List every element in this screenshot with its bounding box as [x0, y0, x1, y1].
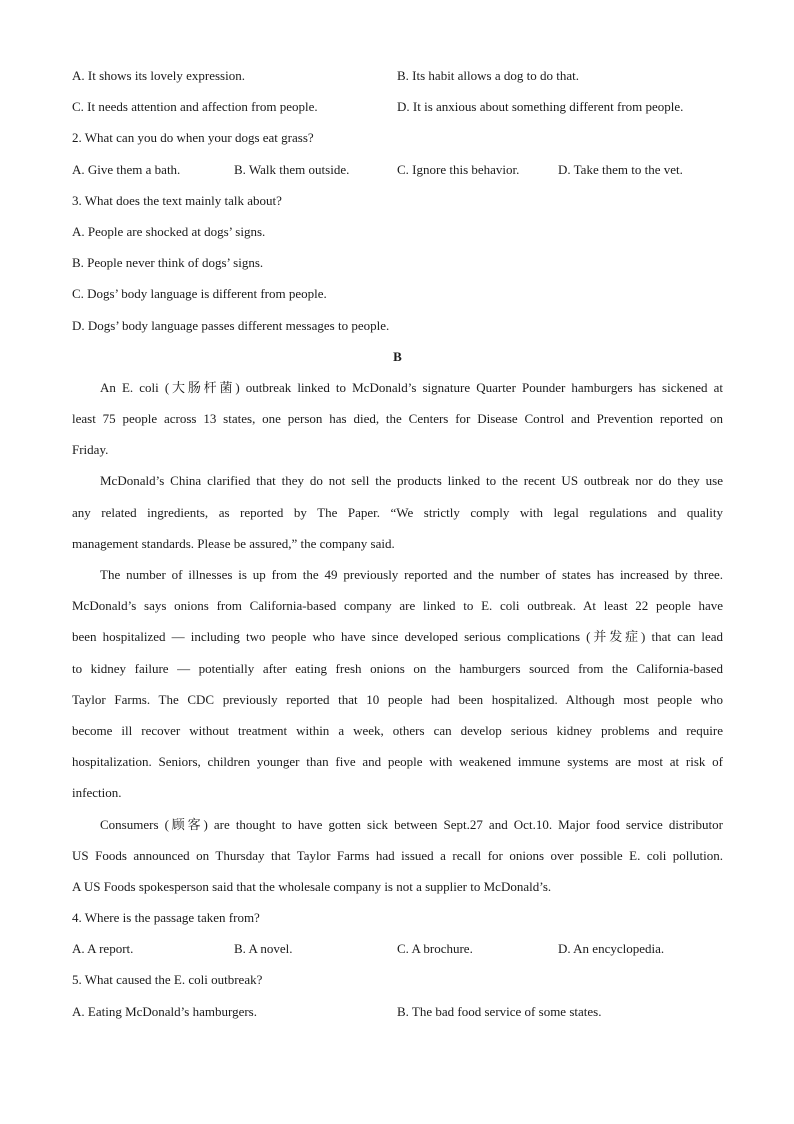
q3-option-b: B. People never think of dogs’ signs.	[72, 255, 264, 271]
paragraph-line: The number of illnesses is up from the 49 previously reported and the number of states has increased by three.	[100, 567, 723, 582]
paragraph-line: US Foods announced on Thursday that Taylor Farms had issued a recall for onions over possible E. coli pollution.	[72, 847, 723, 863]
paragraph-line: management standards. Please be assured,” the company said.	[72, 535, 395, 551]
q5-option-a: A. Eating McDonald’s hamburgers.	[72, 1003, 257, 1019]
q3-option-c: C. Dogs’ body language is different from people.	[72, 286, 327, 302]
q3-option-d: D. Dogs’ body language passes different messages to people.	[72, 317, 390, 333]
paragraph-line: Friday.	[72, 442, 109, 458]
paragraph-line: become ill recover without treatment within a week, others can develop serious kidney problems and require	[72, 722, 723, 738]
q2-option-d: D. Take them to the vet.	[558, 161, 683, 177]
q5-options	[72, 996, 723, 1027]
q1-option-d: D. It is anxious about something different from people.	[397, 99, 684, 115]
paragraph-line: Taylor Farms. The CDC previously reported that 10 people had been hospitalized. Although most people who	[72, 691, 723, 707]
q4-option-a: A. A report.	[72, 941, 134, 957]
paragraph-line: A US Foods spokesperson said that the wholesale company is not a supplier to McDonald’s.	[72, 878, 552, 894]
document-page	[72, 60, 723, 1027]
q1-option-a: A. It shows its lovely expression.	[72, 68, 245, 83]
paragraph-line: McDonald’s says onions from California-based company are linked to E. coli outbreak. At least 22 people have	[72, 598, 723, 614]
q5-question: 5. What caused the E. coli outbreak?	[72, 972, 263, 988]
section-title: B	[393, 348, 402, 364]
paragraph-line: Consumers (顾客) are thought to have gotten sick between Sept.27 and Oct.10. Major food service distributor	[100, 816, 723, 832]
q4-option-d: D. An encyclopedia.	[558, 941, 665, 957]
q1-options-row-2	[72, 91, 723, 122]
paragraph	[72, 465, 723, 559]
q4-option-c: C. A brochure.	[397, 941, 473, 957]
q4-options	[72, 933, 723, 964]
q2-question: 2. What can you do when your dogs eat grass?	[72, 130, 314, 146]
paragraph-line: to kidney failure — potentially after eating fresh onions on the hamburgers sourced from the California-based	[72, 660, 723, 676]
paragraph	[72, 559, 723, 809]
q2-options	[72, 154, 723, 185]
paragraph	[72, 809, 723, 903]
q3-option-a: A. People are shocked at dogs’ signs.	[72, 223, 266, 239]
q4-option-b: B. A novel.	[234, 941, 293, 957]
q5-option-b: B. The bad food service of some states.	[397, 1003, 602, 1019]
paragraph-line: least 75 people across 13 states, one person has died, the Centers for Disease Control and Prevention reported on	[72, 411, 723, 427]
paragraph-line: McDonald’s China clarified that they do not sell the products linked to the recent US outbreak nor do they use	[100, 473, 723, 489]
paragraph-line: hospitalization. Seniors, children younger than five and people with weakened immune systems are most at risk of	[72, 754, 723, 770]
paragraph-line: been hospitalized — including two people who have since developed serious complications (并发症) that can lead	[72, 629, 723, 645]
q1-options-row-1	[72, 60, 723, 91]
q3-question: 3. What does the text mainly talk about?	[72, 192, 282, 208]
paragraph-line: any related ingredients, as reported by The Paper. “We strictly comply with legal regulations and quality	[72, 504, 723, 520]
q1-option-c: C. It needs attention and affection from people.	[72, 99, 318, 115]
q4-question: 4. Where is the passage taken from?	[72, 910, 260, 926]
paragraph	[72, 372, 723, 466]
paragraph-line: An E. coli (大肠杆菌) outbreak linked to McDonald’s signature Quarter Pounder hamburgers has sickened at	[100, 379, 723, 395]
passage	[72, 372, 723, 902]
paragraph-line: infection.	[72, 785, 122, 801]
q1-option-b: B. Its habit allows a dog to do that.	[397, 68, 579, 83]
q2-option-b: B. Walk them outside.	[234, 161, 350, 177]
q2-option-c: C. Ignore this behavior.	[397, 161, 520, 177]
q2-option-a: A. Give them a bath.	[72, 161, 181, 177]
